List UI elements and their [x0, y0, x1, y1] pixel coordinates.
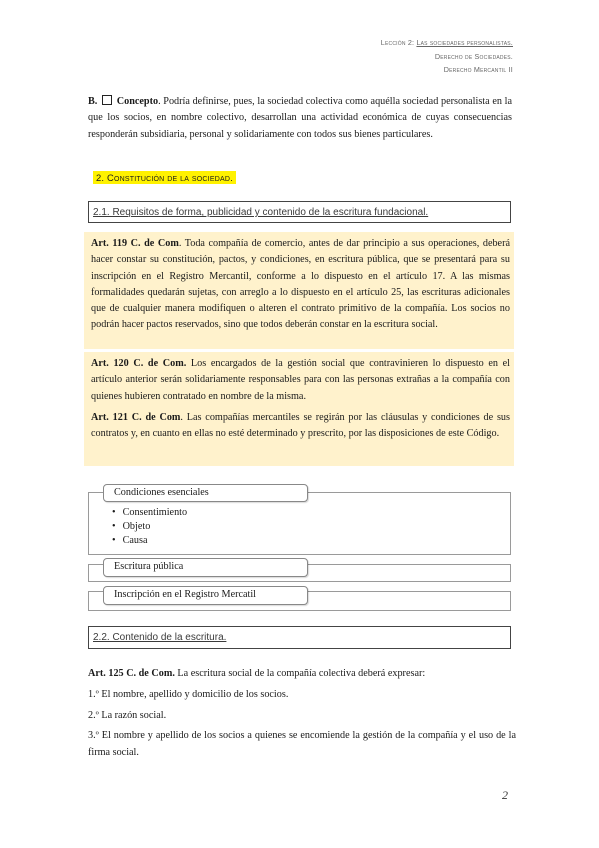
article-ref: Art. 120 C. de Com.: [91, 358, 187, 369]
page-header: [381, 36, 513, 77]
header-subject: Derecho de Sociedades.: [434, 51, 513, 61]
list-item: 3.º El nombre y apellido de los socios a quienes se encomiende la gestión de la compañía y el uso de la firma social.: [88, 730, 516, 758]
header-course: Derecho Mercantil II: [443, 65, 513, 74]
article-ref: Art. 119 C. de Com: [91, 238, 179, 249]
diagram-label-registration: Inscripción en el Registro Mercatil: [103, 586, 308, 605]
page-number: 2: [502, 788, 508, 802]
subsection-heading-2-2: 2.2. Contenido de la escritura.: [88, 626, 511, 649]
list-item: 2.º La razón social.: [88, 709, 167, 721]
diagram-label-conditions: Condiciones esenciales: [103, 484, 308, 502]
list-item: • Objeto: [112, 520, 187, 534]
checkbox-icon: [102, 95, 112, 105]
article-119-block: Art. 119 C. de Com. Toda compañía de comercio, antes de dar principio a sus operaciones, deberá hacer constar su constitución, pactos, y condiciones, en escritura pública, que se presentará para su inscripción en el Registro Mercantil, conforme a lo dispuesto en el artículo 17. A las mismas formalidades quedarán sujetas, con arreglo a lo dispuesto en el artículo 25, las escrituras adicionales que de cualquier manera modifiquen o alteren el contrato primitivo de la compañía. Los socios no podrán hacer pactos reservados, sino que todos deberán constar en la escritura social.: [84, 232, 514, 349]
article-125-block: Art. 125 C. de Com. La escritura social de la compañía colectiva deberá expresar: 1.º El nombre, apellido y domicilio de los socios. 2.º La razón social. 3.º El nombre y apellido de los socios a quienes se encomiende la gestión de la compañía y el uso de la firma social.: [88, 666, 516, 765]
list-item: • Consentimiento: [112, 506, 187, 520]
header-lesson: Lección 2: Las sociedades personalistas.: [380, 38, 513, 47]
article-ref: Art. 125 C. de Com.: [88, 668, 175, 679]
list-item: 1.º El nombre, apellido y domicilio de los socios.: [88, 688, 289, 700]
article-120-121-block: Art. 120 C. de Com. Los encargados de la gestión social que contravinieren lo dispuesto en el artículo anterior serán solidariamente responsables para con las personas extrañas a la compañía con quienes hubieren contratado en nombre de la misma. Art. 121 C. de Com. Las compañías mercantiles se regirán por las cláusulas y condiciones de sus contratos y, en cuanto en ellas no esté determinado y prescrito, por las disposiciones de este Código.: [84, 352, 514, 466]
diagram-conditions-list: [112, 506, 187, 548]
concept-paragraph: B. Concepto. Podría definirse, pues, la sociedad colectiva como aquélla sociedad personalista en la que los socios, en nombre colectivo, desarrollan una actividad económica de cuyas consecuencias responderán subsidiaria, personal y solidariamente con todos sus bienes particulares.: [88, 96, 513, 140]
list-item: • Causa: [112, 534, 187, 548]
subsection-heading-2-1: 2.1. Requisitos de forma, publicidad y contenido de la escritura fundacional.: [88, 201, 511, 223]
diagram-label-public-deed: Escritura pública: [103, 558, 308, 577]
article-ref: Art. 121 C. de Com: [91, 411, 181, 423]
header-lesson-link: Las sociedades personalistas.: [416, 38, 513, 47]
section-heading: 2. Constitución de la sociedad.: [93, 171, 236, 184]
concept-title: Concepto: [116, 96, 159, 107]
